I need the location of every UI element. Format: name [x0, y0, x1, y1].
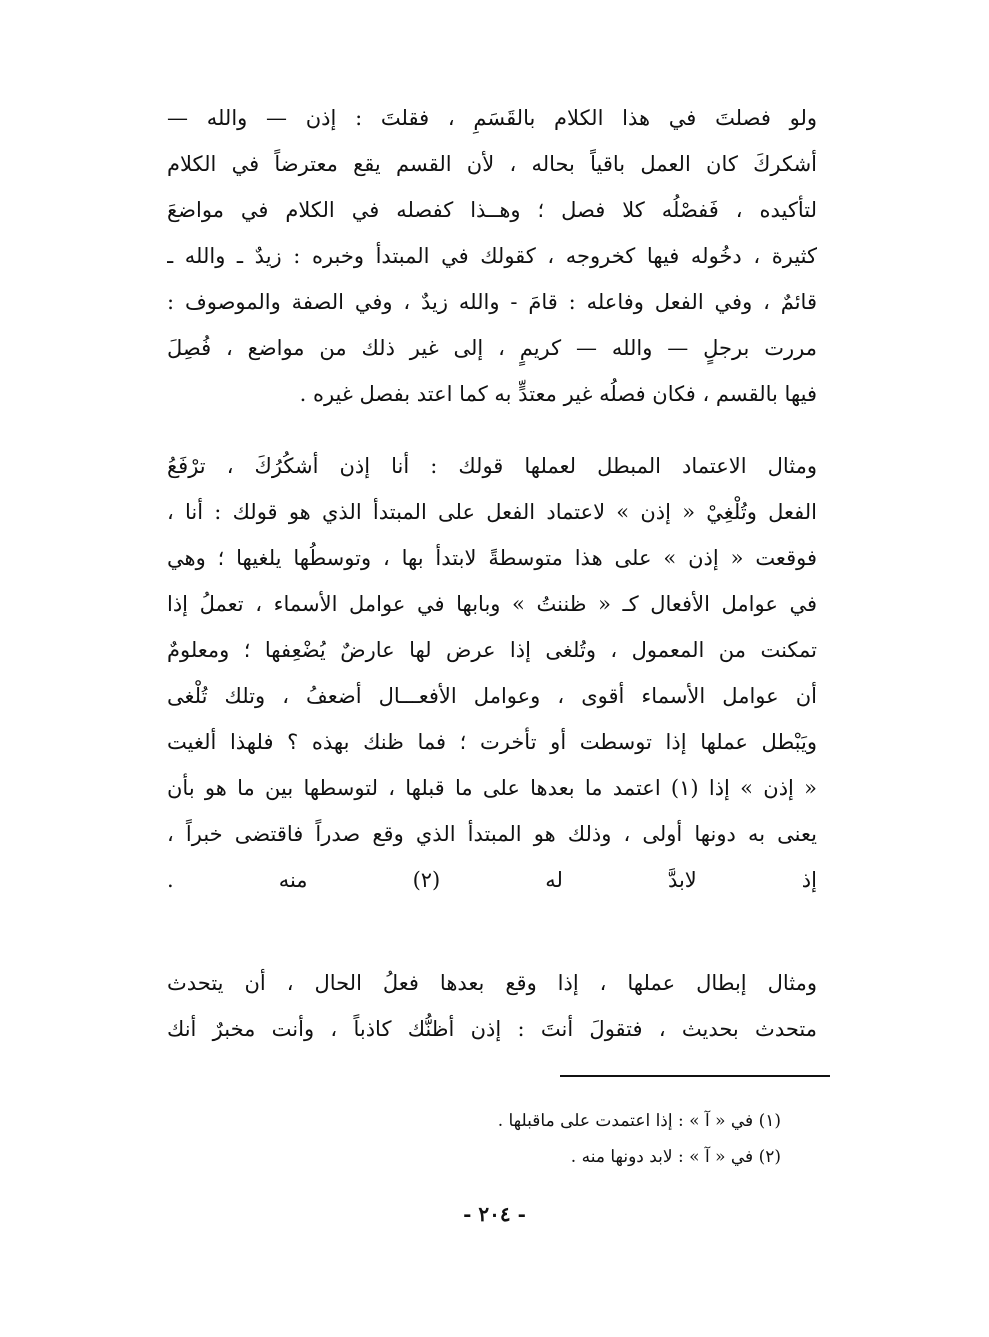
footnote-1: (١) في « آ » : إذا اعتمدت على ماقبلها . — [497, 1111, 781, 1131]
text-line: ويَبْطل عملها إذا توسطت أو تأخرت ؛ فما ظنك بهذه ؟ فلهذا ألغيت — [167, 730, 817, 754]
text-line: فوقعت « إذن » على هذا متوسطةً لابتدأ بها ، وتوسطُها يلغيها ؛ وهي — [167, 546, 817, 570]
footnote-2: (٢) في « آ » : لابد دونها منه . — [570, 1147, 781, 1167]
text-line: فيها بالقسم ، فكان فصلُه غير معتدٍّ به كما اعتد بفصل غيره . — [299, 382, 817, 406]
text-line: أشكركَ كان العمل باقياً بحاله ، لأن القسم يقع معترضاً في الكلام — [167, 152, 817, 176]
text-line: « إذن » إذا (١) اعتمد ما بعدها على ما قبلها ، لتوسطها بين ما هو بأن — [167, 776, 817, 800]
text-line: لتأكيده ، فَفصْلُه كلا فصل ؛ وهــذا كفصله في الكلام في مواضعَ — [167, 198, 817, 222]
paragraph-3 — [167, 960, 817, 1052]
text-line: ومثال الاعتماد المبطل لعملها قولك : أنا إذن أشكُرُكَ ، ترْفَعُ — [167, 454, 817, 478]
text-line: الفعل وتُلْغِيْ « إذن » لاعتماد الفعل على المبتدأ الذي هو قولك : أنا ، — [167, 500, 817, 524]
text-line: إذ لابدَّ له (٢) منه . — [167, 868, 817, 892]
page-number: - ٢٠٤ - — [463, 1202, 526, 1226]
text-line: كثيرة ، دخُوله فيها كخروجه ، كقولك في المبتدأ وخبره : زيدٌ ـ والله ـ — [167, 244, 817, 268]
text-line: تمكنت من المعمول ، وتُلغى إذا عرض لها عارضٌ يُضْعِفها ؛ ومعلومٌ — [167, 638, 817, 662]
paragraph-2 — [167, 443, 817, 903]
text-line: ومثال إبطال عملها ، إذا وقع بعدها فعلُ الحال ، أن يتحدث — [167, 971, 817, 995]
text-line: يعنى به دونها أولى ، وذلك هو المبتدأ الذي وقع صدراً فاقتضى خبراً ، — [167, 822, 817, 846]
text-line: أن عوامل الأسماء أقوى ، وعوامل الأفعـــال أضعفُ ، وتلك تُلْغى — [167, 684, 817, 708]
paragraph-1 — [167, 95, 817, 417]
footnote-divider — [560, 1075, 830, 1077]
text-line: ولو فصلتَ في هذا الكلام بالقَسَمِ ، فقلتَ : إذن — والله — — [167, 106, 817, 130]
footnotes — [361, 1103, 781, 1175]
text-line: قائمٌ ، وفي الفعل وفاعله : قامَ - والله زيدٌ ، وفي الصفة والموصوف : — [167, 290, 817, 314]
text-line: متحدث بحديث ، فتقولَ أنتَ : إذن أظنُّك كاذباً ، وأنت مخبرٌ أنك — [167, 1017, 817, 1041]
text-line: مررت برجلٍ — والله — كريمٍ ، إلى غير ذلك من مواضع ، فُصِلَ — [167, 336, 817, 360]
text-line: في عوامل الأفعال كـ « ظننتُ » وبابها في عوامل الأسماء ، تعملُ إذا — [167, 592, 817, 616]
